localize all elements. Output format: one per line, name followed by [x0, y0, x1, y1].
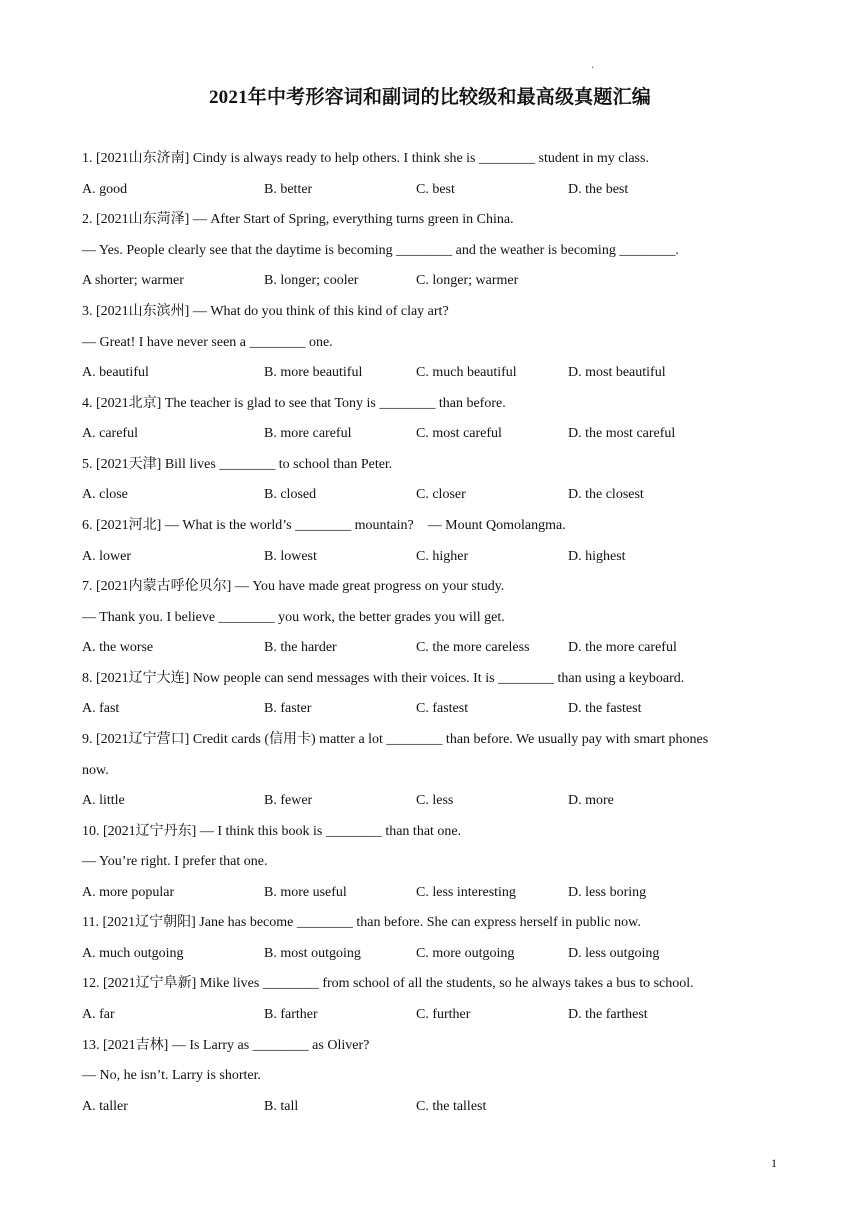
option-a: A. more popular [82, 885, 175, 900]
question-9-options [82, 791, 782, 811]
option-b: B. the harder [264, 640, 337, 655]
option-c: C. higher [416, 549, 469, 564]
option-c: C. closer [416, 487, 466, 502]
question-11-options [82, 944, 782, 964]
option-b: B. farther [264, 1007, 318, 1022]
option-c: C. further [416, 1007, 471, 1022]
header-mark: · [591, 63, 595, 74]
question-8-options [82, 699, 782, 719]
question-6-stem: 6. [2021河北] — What is the world’s ________ mountain? — Mount Qomolangma. [82, 518, 566, 533]
option-b: B. faster [264, 701, 312, 716]
option-b: B. fewer [264, 793, 313, 808]
question-5-options [82, 485, 782, 505]
option-d: D. the fastest [568, 701, 642, 716]
option-b: B. more beautiful [264, 365, 363, 380]
question-7-options [82, 638, 782, 658]
option-b: B. more useful [264, 885, 347, 900]
option-c: C. less interesting [416, 885, 516, 900]
option-a: A. the worse [82, 640, 154, 655]
question-10-stem: 10. [2021辽宁丹东] — I think this book is ________ than that one. [82, 824, 462, 839]
question-4-options [82, 424, 782, 444]
question-3-options [82, 363, 782, 383]
question-13-reply: — No, he isn’t. Larry is shorter. [82, 1068, 261, 1083]
option-b: B. more careful [264, 426, 352, 441]
question-11-stem: 11. [2021辽宁朝阳] Jane has become ________ than before. She can express herself in public now. [82, 915, 641, 930]
question-13-stem: 13. [2021吉林] — Is Larry as ________ as Oliver? [82, 1038, 370, 1053]
option-d: D. less boring [568, 885, 647, 900]
option-c: C. the more careless [416, 640, 530, 655]
option-c: C. more outgoing [416, 946, 515, 961]
option-b: B. tall [264, 1099, 299, 1114]
option-a: A. taller [82, 1099, 128, 1114]
option-a: A. beautiful [82, 365, 149, 380]
question-12-stem: 12. [2021辽宁阜新] Mike lives ________ from school of all the students, so he always takes a bus to school. [82, 976, 694, 991]
question-5-stem: 5. [2021天津] Bill lives ________ to school than Peter. [82, 457, 393, 472]
option-a: A shorter; warmer [82, 273, 184, 288]
option-d: D. highest [568, 549, 626, 564]
option-d: D. the closest [568, 487, 644, 502]
option-d: D. the best [568, 182, 629, 197]
question-2-options [82, 271, 782, 291]
question-13-options [82, 1097, 782, 1117]
question-7-reply: — Thank you. I believe ________ you work, the better grades you will get. [82, 610, 505, 625]
option-d: D. most beautiful [568, 365, 666, 380]
question-7-stem: 7. [2021内蒙古呼伦贝尔] — You have made great progress on your study. [82, 579, 505, 594]
option-d: D. the farthest [568, 1007, 648, 1022]
option-c: C. longer; warmer [416, 273, 519, 288]
option-b: B. most outgoing [264, 946, 361, 961]
question-8-stem: 8. [2021辽宁大连] Now people can send messages with their voices. It is ________ than using a keyboard. [82, 671, 685, 686]
question-3-stem: 3. [2021山东滨州] — What do you think of this kind of clay art? [82, 304, 449, 319]
option-a: A. careful [82, 426, 138, 441]
option-c: C. less [416, 793, 454, 808]
option-a: A. good [82, 182, 128, 197]
option-a: A. close [82, 487, 128, 502]
question-10-reply: — You’re right. I prefer that one. [82, 854, 268, 869]
option-b: B. closed [264, 487, 317, 502]
option-c: C. much beautiful [416, 365, 517, 380]
question-9-stem-continued: now. [82, 763, 109, 778]
option-c: C. the tallest [416, 1099, 487, 1114]
option-a: A. much outgoing [82, 946, 184, 961]
option-d: D. the most careful [568, 426, 676, 441]
option-a: A. far [82, 1007, 115, 1022]
option-d: D. less outgoing [568, 946, 660, 961]
option-a: A. lower [82, 549, 131, 564]
option-b: B. longer; cooler [264, 273, 359, 288]
option-d: D. the more careful [568, 640, 677, 655]
question-1-stem: 1. [2021山东济南] Cindy is always ready to help others. I think she is ________ student in my class. [82, 151, 649, 166]
option-b: B. better [264, 182, 313, 197]
option-c: C. best [416, 182, 455, 197]
option-a: A. fast [82, 701, 120, 716]
question-2-reply: — Yes. People clearly see that the daytime is becoming ________ and the weather is becoming ________. [82, 243, 679, 258]
question-4-stem: 4. [2021北京] The teacher is glad to see that Tony is ________ than before. [82, 396, 506, 411]
option-b: B. lowest [264, 549, 317, 564]
question-3-reply: — Great! I have never seen a ________ one. [82, 335, 333, 350]
question-1-options [82, 180, 782, 200]
page-title: 2021年中考形容词和副词的比较级和最高级真题汇编 [208, 87, 651, 108]
option-d: D. more [568, 793, 614, 808]
question-10-options [82, 883, 782, 903]
page-number: 1 [771, 1156, 777, 1170]
question-2-stem: 2. [2021山东菏泽] — After Start of Spring, everything turns green in China. [82, 212, 514, 227]
option-c: C. fastest [416, 701, 469, 716]
option-c: C. most careful [416, 426, 502, 441]
question-6-options [82, 547, 782, 567]
question-9-stem: 9. [2021辽宁营口] Credit cards (信用卡) matter a lot ________ than before. We usually pay with smart phones [82, 732, 709, 747]
question-12-options [82, 1005, 782, 1025]
option-a: A. little [82, 793, 125, 808]
